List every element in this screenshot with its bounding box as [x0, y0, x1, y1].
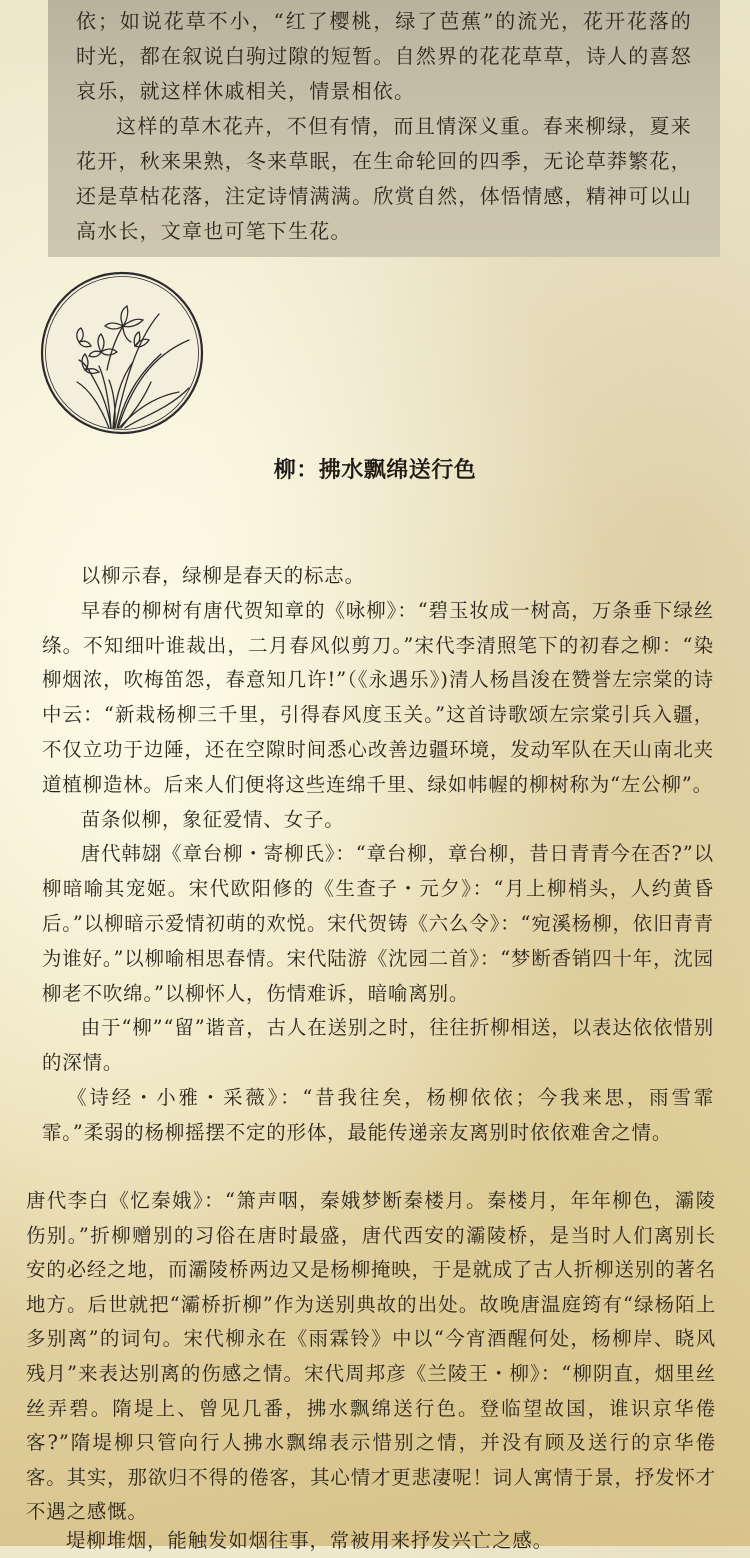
body-paragraph: 《诗经・小雅・采薇》：“昔我往矣，杨柳依依；今我来思，雨雪霏霏。”柔弱的杨柳摇摆不定的形体，最能传递亲友离别时依依难舍之情。	[42, 1085, 714, 1144]
intro-excerpt-box	[48, 0, 720, 257]
lower-paragraph: 唐代李白《忆秦娥》：“箫声咽，秦娥梦断秦楼月。秦楼月，年年柳色，灞陵伤别。”折柳赠别的习俗在唐时最盛，唐代西安的灞陵桥，是当时人们离别长安的必经之地，而灞陵桥两边又是杨柳掩映，于是就成了古人折柳送别的著名地方。后世就把“灞桥折柳”作为送别典故的出处。故晚唐温庭筠有“绿杨陌上多别离”的词句。宋代柳永在《雨霖铃》中以“今宵酒醒何处，杨柳岸、晓风残月”来表达别离的伤感之情。宋代周邦彦《兰陵王・柳》：“柳阴直，烟里丝丝弄碧。隋堤上、曾见几番，拂水飘绵送行色。登临望故国，谁识京华倦客?”隋堤柳只管向行人拂水飘绵表示惜别之情，并没有顾及送行的京华倦客。其实，那欲归不得的倦客，其心情才更悲凄呢！词人寓情于景，抒发怀才不遇之感慨。	[26, 1189, 716, 1524]
body-paragraph: 早春的柳树有唐代贺知章的《咏柳》：“碧玉妆成一树高，万条垂下绿丝绦。不知细叶谁裁出，二月春风似剪刀。”宋代李清照笔下的初春之柳：“染柳烟浓，吹梅笛怨，春意知几许!”（《永遇乐》)清人杨昌浚在赞誉左宗棠的诗中云：“新栽杨柳三千里，引得春风度玉关。”这首诗歌颂左宗棠引兵入疆，不仅立功于边陲，还在空隙时间悉心改善边疆环境，发动军队在天山南北夹道植柳造林。后来人们便将这些连绵千里、绿如帏幄的柳树称为“左公柳”。	[42, 598, 714, 796]
body-paragraph: 以柳示春，绿柳是春天的标志。	[80, 564, 365, 587]
intro-paragraph-1: 依；如说花草不小，“红了樱桃，绿了芭蕉”的流光，花开花落的时光，都在叙说白驹过隙的短暂。自然界的花花草草，诗人的喜怒哀乐，就这样休戚相关，情景相依。	[76, 9, 692, 103]
lower-text-block	[26, 1184, 716, 1530]
body-paragraph: 唐代韩翃《章台柳・寄柳氏》：“章台柳，章台柳，昔日青青今在否?”以柳暗喻其宠姬。宋代欧阳修的《生查子・元夕》：“月上柳梢头，人约黄昏后。”以柳暗示爱情初萌的欢悦。宋代贺铸《六么令》：“宛溪杨柳，依旧青青为谁好。”以柳喻相思春情。宋代陆游《沈园二首》：“梦断香销四十年，沈园柳老不吹绵。”以柳怀人，伤情难诉，暗喻离别。	[42, 842, 714, 1005]
section-title: 柳：拂水飘绵送行色	[273, 458, 477, 483]
intro-paragraph-2: 这样的草木花卉，不但有情，而且情深义重。春来柳绿，夏来花开，秋来果熟，冬来草眠，在生命轮回的四季，无论草莽繁花，还是草枯花落，注定诗情满满。欣赏自然，体悟情感，精神可以山高水长，文章也可笔下生花。	[76, 114, 692, 243]
main-text-block	[42, 559, 714, 1151]
orchid-emblem-icon	[39, 270, 205, 436]
body-paragraph: 苗条似柳，象征爱情、女子。	[80, 807, 345, 831]
body-paragraph: 由于“柳”“留”谐音，古人在送别之时，往往折柳相送，以表达依依惜别的深情。	[42, 1016, 714, 1075]
cut-off-line: 堤柳堆烟，能触发如烟往事，常被用来抒发兴亡之感。	[66, 1529, 553, 1552]
